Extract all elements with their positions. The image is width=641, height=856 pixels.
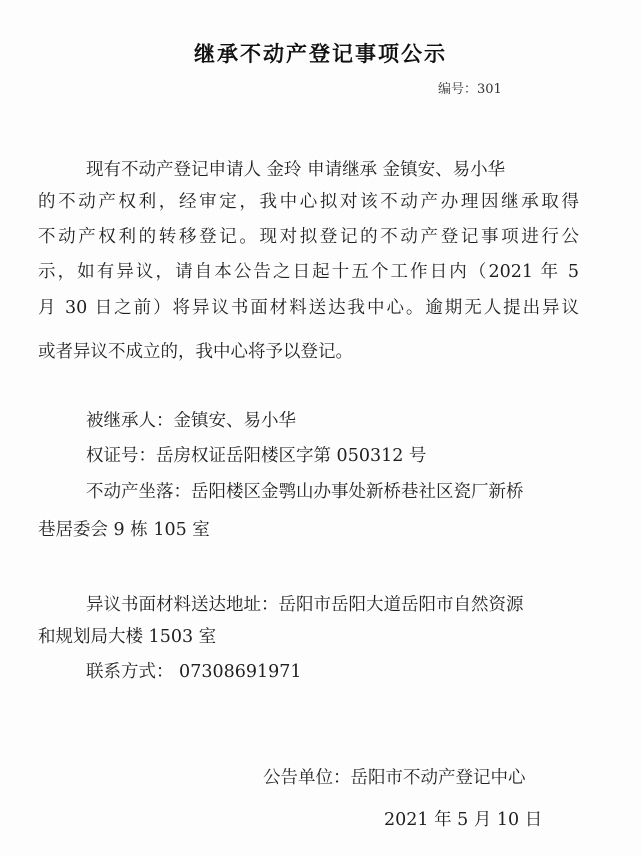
property-location-line-2: 巷居委会 9 栋 105 室 bbox=[38, 520, 210, 540]
paragraph-line-3: 不动产权利的转移登记。现对拟登记的不动产登记事项进行公 bbox=[38, 227, 579, 247]
objection-address-line-2: 和规划局大楼 1503 室 bbox=[38, 627, 217, 647]
issue-date: 2021 年 5 月 10 日 bbox=[384, 810, 543, 830]
paragraph-line-1: 现有不动产登记申请人 金玲 申请继承 金镇安、易小华 bbox=[86, 160, 506, 180]
objection-address-line-1: 异议书面材料送达地址：岳阳市岳阳大道岳阳市自然资源 bbox=[86, 595, 524, 615]
contact-field: 联系方式： 07308691971 bbox=[86, 662, 302, 682]
paragraph-line-6: 或者异议不成立的，我中心将予以登记。 bbox=[38, 342, 353, 362]
page-title: 继承不动产登记事项公示 bbox=[194, 42, 447, 66]
document-number: 编号：301 bbox=[438, 82, 502, 97]
paragraph-line-5: 月 30 日之前）将异议书面材料送达我中心。逾期无人提出异议 bbox=[38, 298, 579, 318]
paragraph-line-4: 示，如有异议，请自本公告之日起十五个工作日内（2021 年 5 bbox=[38, 262, 579, 282]
paragraph-line-2: 的不动产权利，经审定，我中心拟对该不动产办理因继承取得 bbox=[38, 192, 579, 212]
certificate-field: 权证号：岳房权证岳阳楼区字第 050312 号 bbox=[86, 446, 427, 466]
decedent-field: 被继承人：金镇安、易小华 bbox=[86, 411, 296, 431]
property-location-line-1: 不动产坐落：岳阳楼区金鹗山办事处新桥巷社区瓷厂新桥 bbox=[86, 482, 524, 502]
issuer-signature: 公告单位：岳阳市不动产登记中心 bbox=[263, 768, 526, 788]
